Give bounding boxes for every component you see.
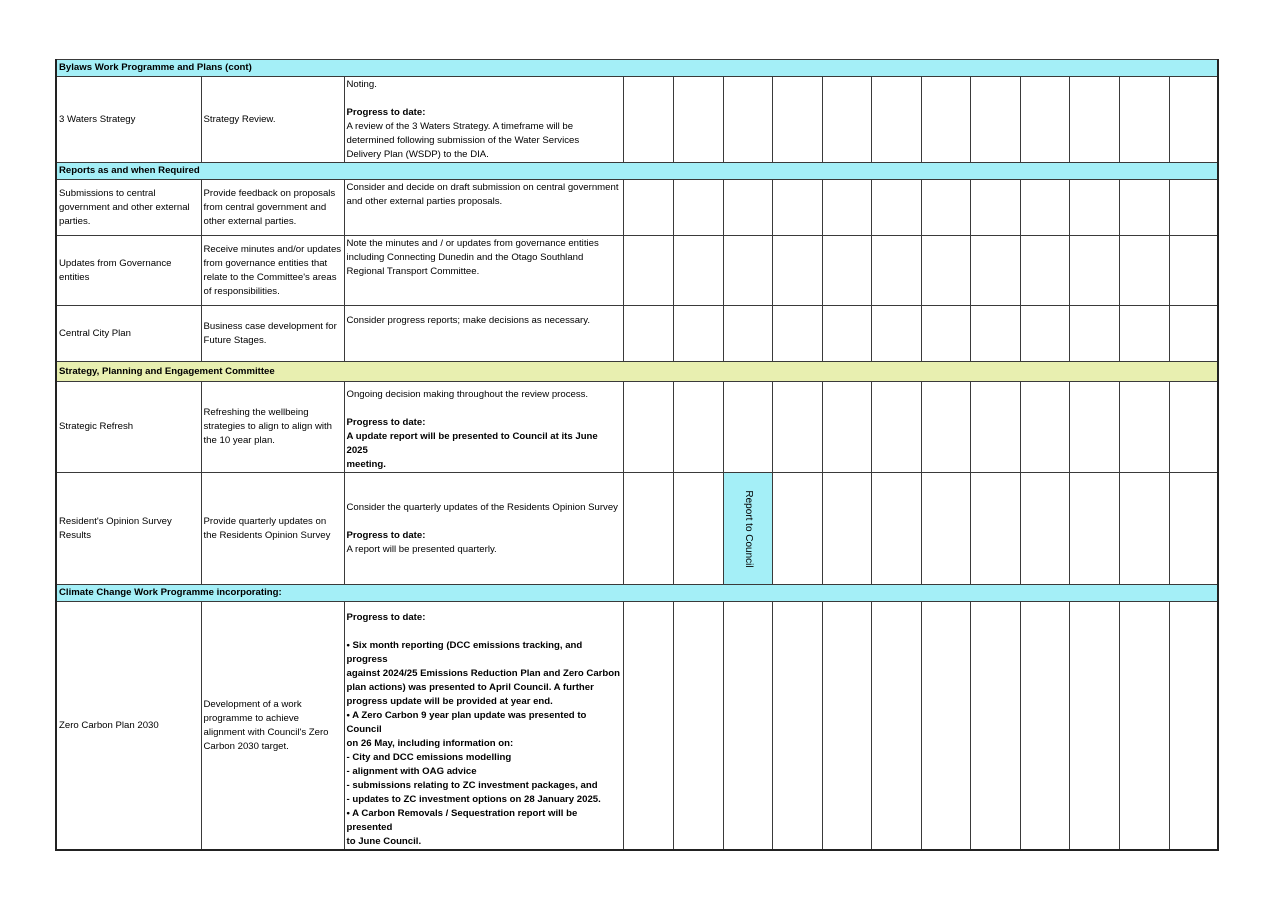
section-header-bylaws bbox=[56, 60, 1218, 77]
committee-title: Strategy, Planning and Engagement Committee bbox=[56, 362, 1218, 382]
table-row bbox=[56, 77, 1218, 163]
item-purpose: Refreshing the wellbeing strategies to align to align with the 10 year plan. bbox=[201, 382, 344, 473]
item-name: Updates from Governance entities bbox=[56, 236, 201, 306]
item-description: Consider and decide on draft submission on central government and other external parties proposals. bbox=[344, 180, 623, 236]
item-name: Central City Plan bbox=[56, 306, 201, 362]
table-row bbox=[56, 382, 1218, 473]
section-header-reports bbox=[56, 163, 1218, 180]
table-row bbox=[56, 473, 1218, 585]
section-header-strategy bbox=[56, 362, 1218, 382]
item-description: Progress to date: • Six month reporting (DCC emissions tracking, and progress against 2024/25 Emissions Reduction Plan and Zero Carbon plan actions) was presented to April Council. A further progress update will be provided at year end. • A Zero Carbon 9 year plan update was presented to Council on 26 May, including information on: - City and DCC emissions modelling - alignment with OAG advice - submissions relating to ZC investment packages, and - updates to ZC investment options on 28 January 2025. • A Carbon Removals / Sequestration report will be presented to June Council. bbox=[344, 602, 623, 851]
report-to-council-marker bbox=[723, 473, 772, 585]
item-purpose: Development of a work programme to achieve alignment with Council's Zero Carbon 2030 target. bbox=[201, 602, 344, 851]
report-to-council-label: Report to Council bbox=[742, 489, 754, 568]
section-header-climate bbox=[56, 585, 1218, 602]
item-purpose: Provide quarterly updates on the Residents Opinion Survey bbox=[201, 473, 344, 585]
table-row bbox=[56, 180, 1218, 236]
item-description: Noting. Progress to date: A review of the 3 Waters Strategy. A timeframe will be determined following submission of the Water Services Delivery Plan (WSDP) to the DIA. bbox=[344, 77, 623, 163]
table-row bbox=[56, 236, 1218, 306]
item-name: 3 Waters Strategy bbox=[56, 77, 201, 163]
item-description: Consider progress reports; make decisions as necessary. bbox=[344, 306, 623, 362]
item-name: Resident's Opinion Survey Results bbox=[56, 473, 201, 585]
section-title: Climate Change Work Programme incorporating: bbox=[56, 585, 1218, 602]
table-row bbox=[56, 602, 1218, 851]
item-name: Strategic Refresh bbox=[56, 382, 201, 473]
section-title: Reports as and when Required bbox=[56, 163, 1218, 180]
section-title: Bylaws Work Programme and Plans (cont) bbox=[56, 60, 1218, 77]
item-name: Zero Carbon Plan 2030 bbox=[56, 602, 201, 851]
item-purpose: Business case development for Future Stages. bbox=[201, 306, 344, 362]
work-programme-table bbox=[55, 59, 1219, 851]
item-purpose: Strategy Review. bbox=[201, 77, 344, 163]
item-description: Consider the quarterly updates of the Residents Opinion Survey Progress to date: A report will be presented quarterly. bbox=[344, 473, 623, 585]
item-description: Note the minutes and / or updates from governance entities including Connecting Dunedin and the Otago Southland Regional Transport Committee. bbox=[344, 236, 623, 306]
item-purpose: Receive minutes and/or updates from governance entities that relate to the Committee's areas of responsibilities. bbox=[201, 236, 344, 306]
item-purpose: Provide feedback on proposals from central government and other external parties. bbox=[201, 180, 344, 236]
item-description: Ongoing decision making throughout the review process. Progress to date: A update report will be presented to Council at its June 2025 meeting. bbox=[344, 382, 623, 473]
item-name: Submissions to central government and other external parties. bbox=[56, 180, 201, 236]
table-row bbox=[56, 306, 1218, 362]
